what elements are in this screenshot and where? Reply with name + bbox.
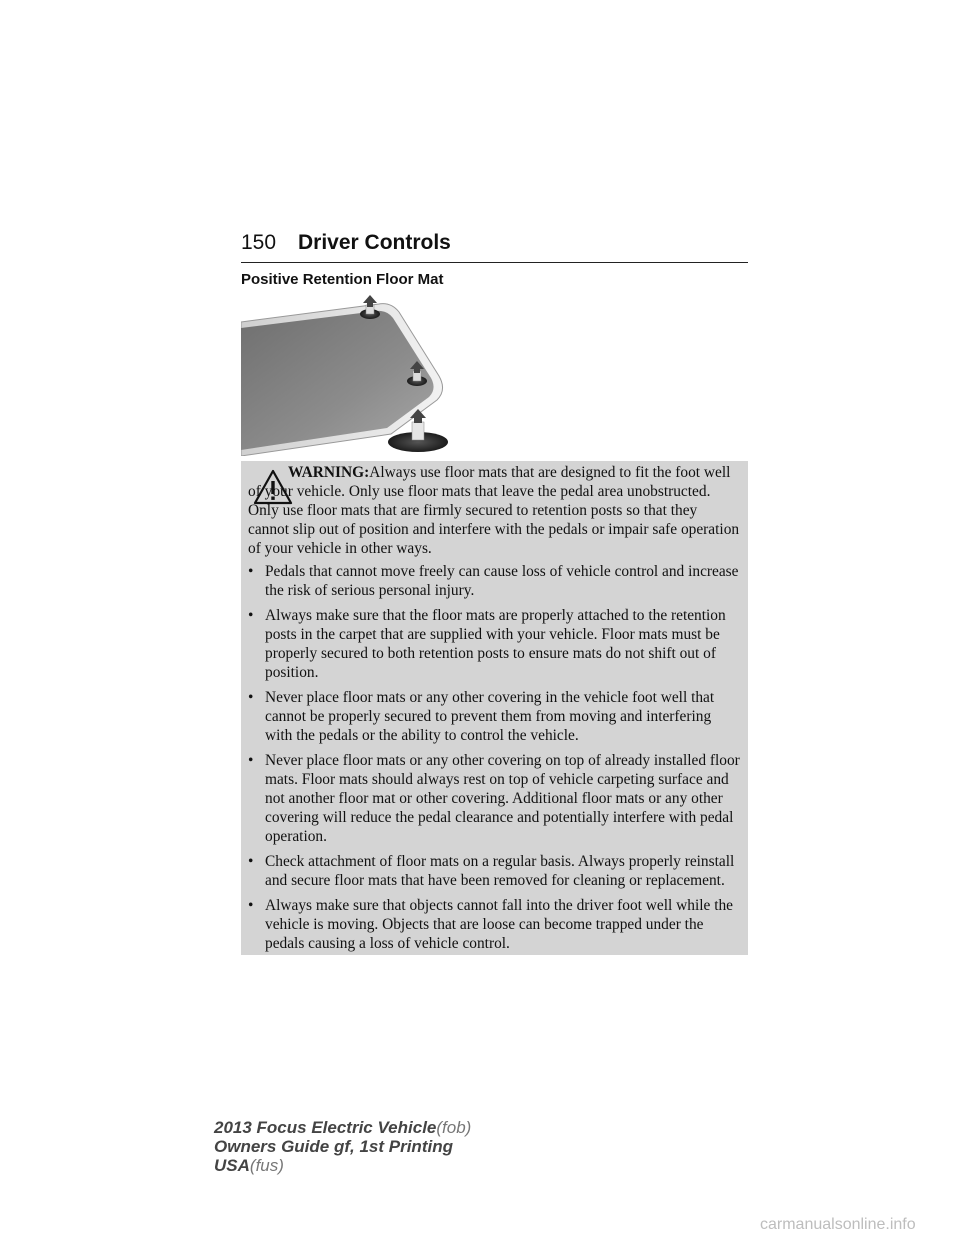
footer-market: USA <box>214 1156 250 1175</box>
warning-lead-paragraph <box>248 463 741 558</box>
watermark: carmanualsonline.info <box>760 1216 916 1233</box>
section-title: Positive Retention Floor Mat <box>241 271 444 288</box>
page-number: 150 <box>241 231 277 254</box>
floor-mat-retention-posts-illustration <box>241 294 471 456</box>
document-footer <box>214 1118 471 1175</box>
warning-lead-text: Always use floor mats that are designed to fit the foot well of your vehicle. Only use floor mats that leave the pedal area unobstructed. Only use floor mats that are firmly secured to retention posts so that they cannot slip out of position and interfere with the pedals or impair safe operation of your vehicle in other ways. <box>248 464 740 557</box>
list-item: • Always make sure that objects cannot fall into the driver foot well while the vehicle is moving. Objects that are loose can become trapped under the pedals causing a loss of vehicle control. <box>248 897 733 952</box>
list-item: • Check attachment of floor mats on a regular basis. Always properly reinstall and secure floor mats that have been removed for cleaning or replacement. <box>248 853 735 889</box>
page-header <box>241 230 748 263</box>
warning-label: WARNING: <box>288 464 370 481</box>
footer-printing: Owners Guide gf, 1st Printing <box>214 1137 453 1156</box>
chapter-title: Driver Controls <box>298 231 451 254</box>
footer-model-code: (fob) <box>436 1118 472 1137</box>
footer-model: 2013 Focus Electric Vehicle <box>214 1118 437 1137</box>
list-item: • Never place floor mats or any other covering on top of already installed floor mats. Floor mats should always rest on top of vehicle carpeting surface and not another floor mat or other covering. Additional floor mats or any other covering will reduce the pedal clearance and potentially interfere with pedal operation. <box>248 752 740 845</box>
list-item: • Pedals that cannot move freely can cause loss of vehicle control and increase the risk of serious personal injury. <box>248 563 739 599</box>
warning-bullet-list <box>248 562 741 953</box>
list-item: • Always make sure that the floor mats are properly attached to the retention posts in the carpet that are supplied with your vehicle. Floor mats must be properly secured to both retention posts to ensure mats do not shift out of position. <box>248 607 726 681</box>
warning-box <box>241 461 748 955</box>
list-item: • Never place floor mats or any other covering in the vehicle foot well that cannot be properly secured to prevent them from moving and interfering with the pedals or the ability to control the vehicle. <box>248 689 715 744</box>
footer-market-code: (fus) <box>249 1156 284 1175</box>
